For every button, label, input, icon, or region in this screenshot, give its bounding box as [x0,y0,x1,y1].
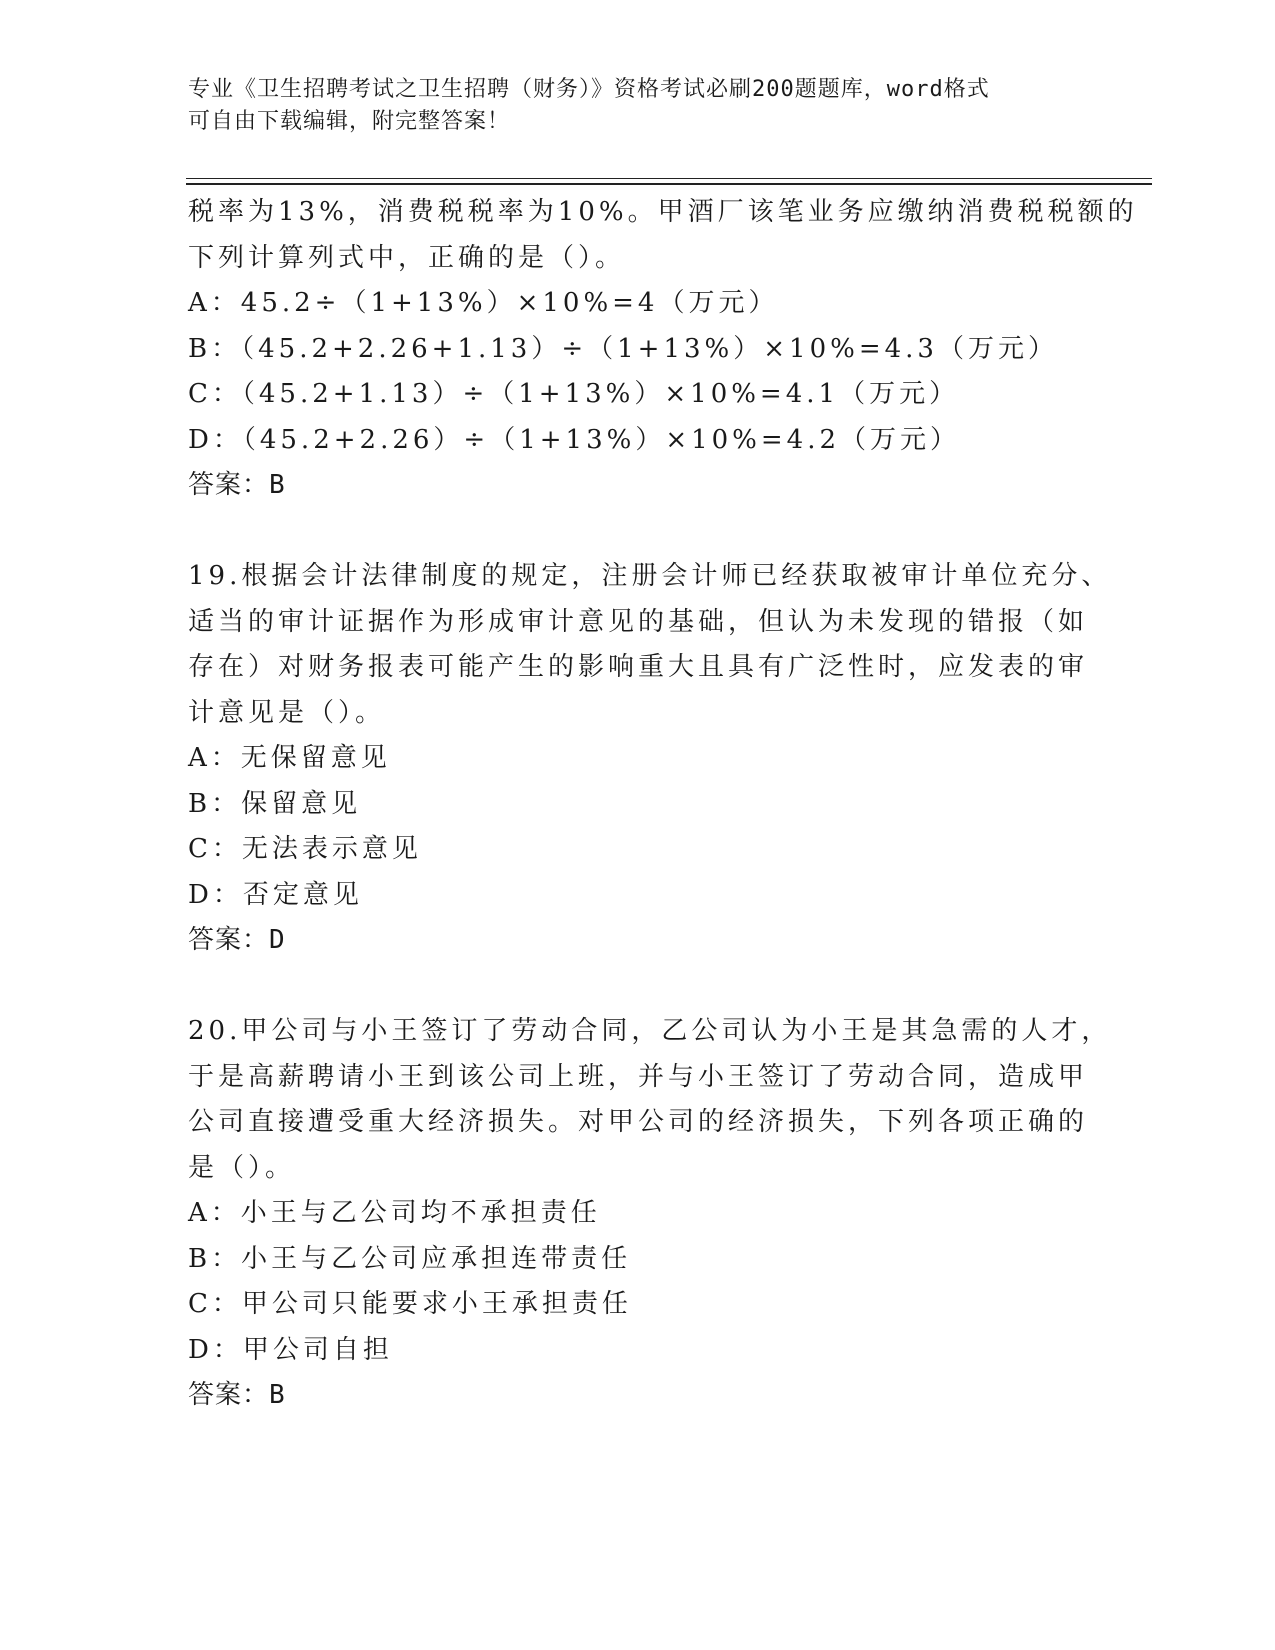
question-stem-line: 计意见是（）。 [188,697,386,728]
question-stem-line: 公司直接遭受重大经济损失。对甲公司的经济损失，下列各项正确的 [188,1107,1089,1137]
option-b: B：（45.2+2.26+1.13）÷（1+13%）×10%=4.3（万元） [188,333,1058,364]
option-b: B：保留意见 [188,788,362,819]
question-stem-line: 于是高薪聘请小王到该公司上班，并与小王签订了劳动合同，造成甲 [188,1061,1089,1092]
question-stem-line: 20.甲公司与小王签订了劳动合同，乙公司认为小王是其急需的人才， [188,1016,1112,1046]
spacer [188,964,1078,1010]
spacer [188,509,1078,555]
question-stem-line: 税率为13%，消费税税率为10%。甲酒厂该笔业务应缴纳消费税税额的 [188,197,1138,227]
question-stem-line: 是（）。 [188,1152,296,1183]
option-d: D：（45.2+2.26）÷（1+13%）×10%=4.2（万元） [188,424,961,455]
option-a: A：小王与乙公司均不承担责任 [188,1198,601,1228]
question-stem-line: 存在）对财务报表可能产生的影响重大且具有广泛性时，应发表的审 [188,652,1089,682]
option-c: C：甲公司只能要求小王承担责任 [188,1289,632,1319]
answer-line: 答案：B [188,470,286,500]
question-19 [188,554,1112,964]
page-header [188,74,1068,138]
question-18 [188,190,1138,509]
question-stem-line: 适当的审计证据作为形成审计意见的基础，但认为未发现的错报（如 [188,606,1089,637]
option-d: D：否定意见 [188,879,363,910]
document-body [188,190,1138,1419]
option-d: D：甲公司自担 [188,1334,393,1365]
option-c: C：（45.2+1.13）÷（1+13%）×10%=4.1（万元） [188,379,960,409]
answer-line: 答案：B [188,1380,286,1410]
header-line-1: 专业《卫生招聘考试之卫生招聘（财务）》资格考试必刷200题题库，word格式 [188,77,990,102]
header-divider-thick [186,183,1152,185]
header-line-2: 可自由下载编辑，附完整答案！ [188,109,511,134]
option-a: A：45.2÷（1+13%）×10%=4（万元） [188,288,779,318]
answer-line: 答案：D [188,925,286,955]
question-stem-line: 下列计算列式中，正确的是（）。 [188,242,626,273]
header-divider-thin [186,178,1152,179]
option-a: A：无保留意见 [188,743,391,773]
option-c: C：无法表示意见 [188,834,422,864]
question-20 [188,1009,1112,1419]
option-b: B：小王与乙公司应承担连带责任 [188,1243,632,1274]
question-stem-line: 19.根据会计法律制度的规定，注册会计师已经获取被审计单位充分、 [188,561,1112,591]
